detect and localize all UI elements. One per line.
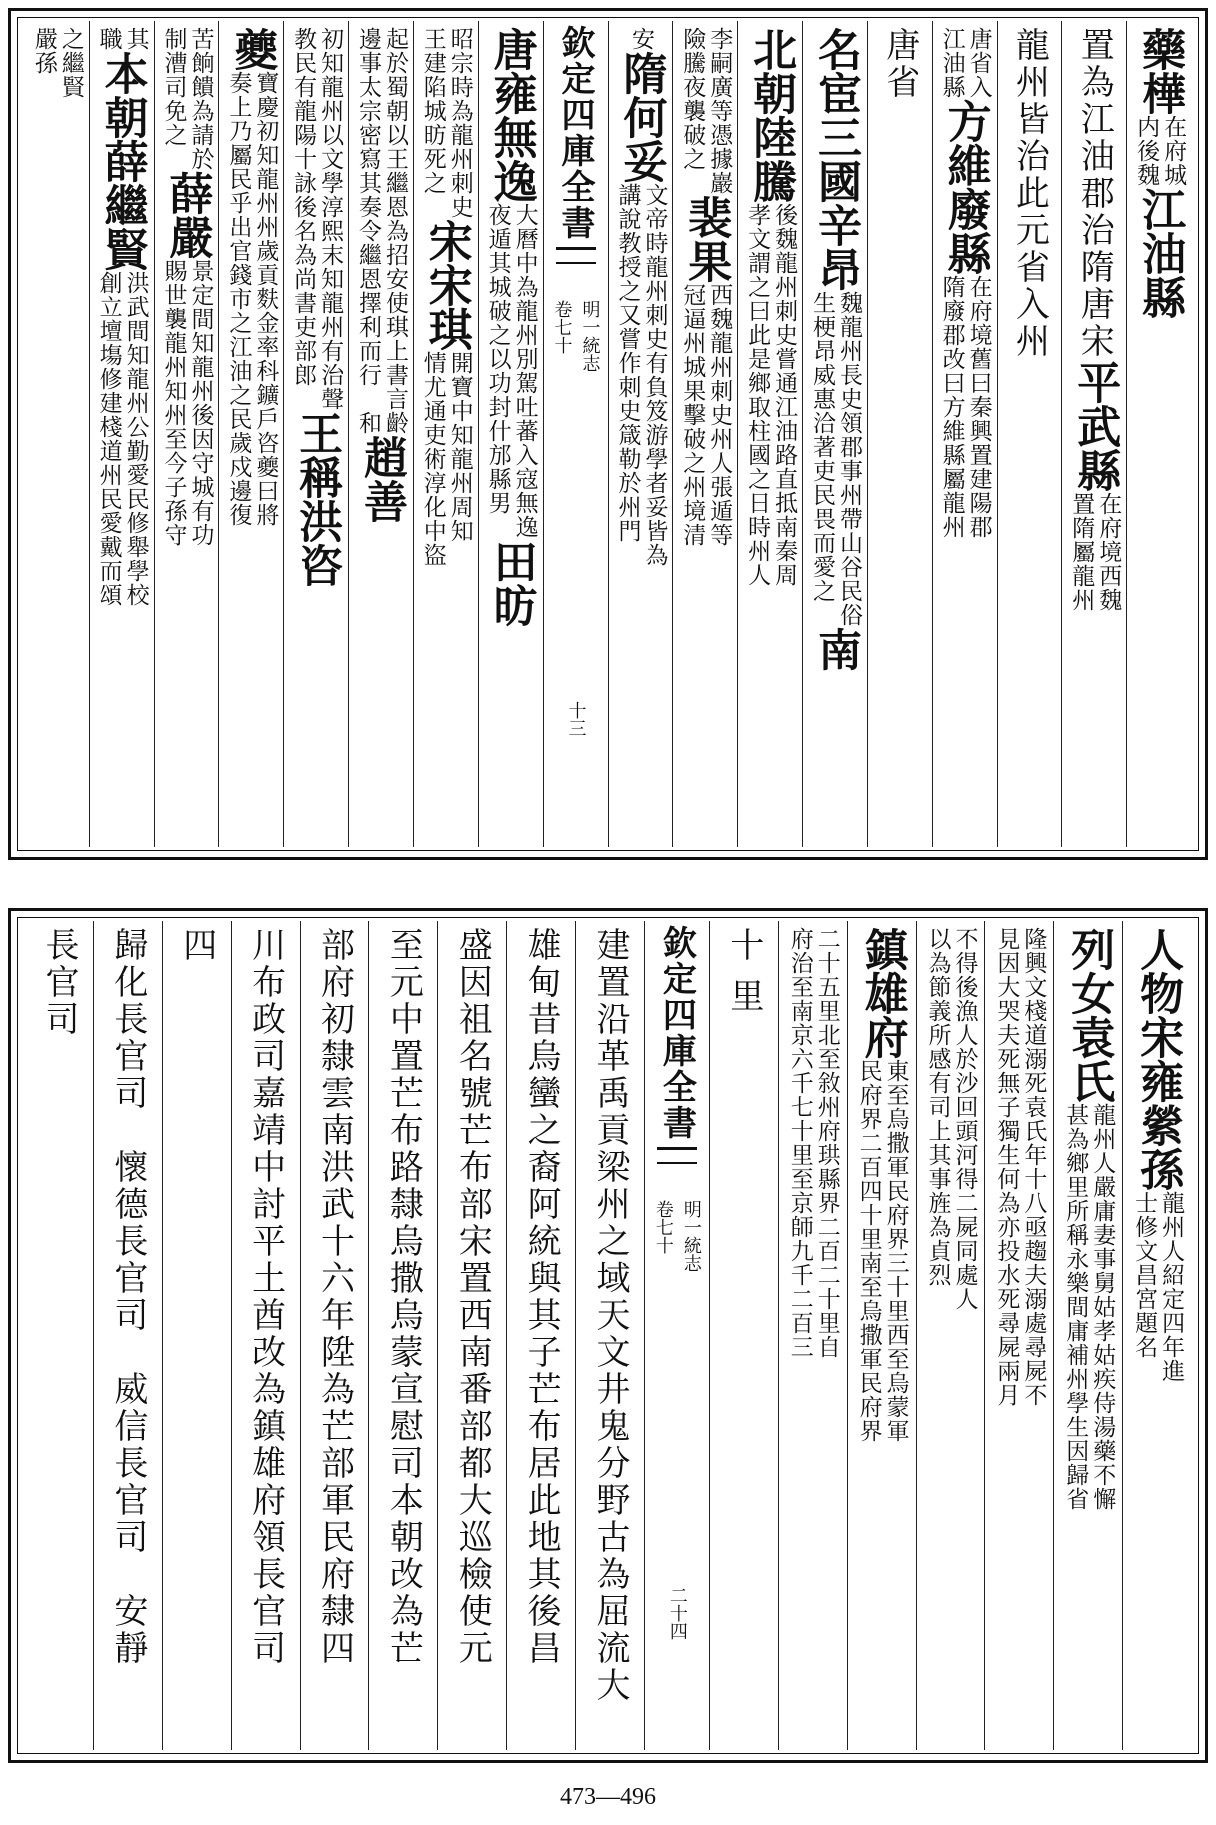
body-text: 盛因祖名號芒布部宋置西南番部都大巡檢使元 — [452, 927, 493, 1667]
heading-text: 藥 — [1134, 27, 1186, 71]
text-column — [25, 921, 93, 1750]
body-text: 里 — [723, 978, 764, 1015]
heading-text: 王稱 — [291, 411, 343, 499]
annotation-pair — [290, 27, 344, 411]
volume-label: 卷七十 — [551, 300, 573, 354]
annotation-line: 見因大哭夫死無子獨生何為亦投水死尋屍兩月 — [993, 927, 1020, 1407]
annotation-line: 在府境舊曰秦興置建陽郡 — [965, 275, 992, 539]
annotation-line: 在府境西魏 — [1095, 492, 1122, 612]
text-column — [1126, 21, 1191, 847]
annotation-line: 景定間知龍州後因守城有功 — [187, 259, 214, 547]
annotation-pair — [160, 27, 214, 171]
annotation-pair — [32, 27, 82, 99]
body-text: 四 — [176, 927, 217, 964]
annotation-pair — [788, 927, 838, 1359]
heading-text: 平武縣 — [1069, 360, 1121, 492]
text-column — [847, 921, 916, 1750]
annotation-pair — [1131, 1191, 1185, 1383]
annotation-line: 隆興文棧道溺死袁氏年十八亟趨夫溺處尋屍不 — [1020, 927, 1047, 1407]
annotation-pair — [97, 271, 147, 607]
annotation-line: 内後魏 — [1133, 115, 1160, 187]
text-column — [709, 921, 778, 1750]
annotation-line: 龍州人嚴庸妻事舅姑孝姑疾侍湯藥不懈 — [1089, 1103, 1116, 1511]
text-column — [478, 21, 543, 847]
body-text: 置為江油郡治隋唐宋 — [1074, 27, 1115, 360]
text-column — [778, 921, 847, 1750]
annotation-line: 起於蜀朝以王繼恩為招安使琪上書言 — [381, 27, 408, 411]
annotation-pair — [924, 927, 978, 1311]
text-column — [89, 21, 154, 847]
annotation-pair — [1068, 492, 1122, 612]
book-title: 欽定四庫全書 — [555, 25, 596, 241]
body-text: 建置沿革禹貢梁州之域天文井鬼分野古為屈流大 — [589, 927, 630, 1704]
text-column — [506, 921, 575, 1750]
body-text: 長官司 — [38, 927, 79, 1038]
annotation-line: 邊事太宗密寫其奏令繼恩擇利而行 — [354, 27, 381, 387]
annotation-pair — [421, 351, 471, 567]
annotation-line: 險騰夜襲破之 — [679, 27, 706, 171]
annotation-line: 開寶中知龍州周知 — [446, 351, 473, 543]
annotation-pair — [679, 27, 733, 195]
annotation-line: 夜遁其城破之以功封什邡縣男 — [484, 203, 511, 515]
annotation-line: 教民有龍陽十詠後名為尚書吏部郎 — [290, 27, 317, 387]
heading-text: 唐雍無逸 — [485, 27, 537, 203]
annotation-line: 甚為鄉里所稱永樂間庸補州學生因歸省 — [1062, 1103, 1089, 1511]
text-columns — [25, 921, 1191, 1750]
annotation-line: 龍州人紹定四年進 — [1158, 1191, 1185, 1383]
body-text: 雄甸昔烏蠻之裔阿統與其子芒布居此地其後昌 — [521, 927, 562, 1667]
text-column — [802, 21, 867, 847]
upper-page — [8, 8, 1208, 860]
text-column — [283, 21, 348, 847]
annotation-line: 職 — [95, 27, 122, 51]
heading-text: 人物宋雍縈孫 — [1132, 927, 1184, 1191]
annotation-pair — [225, 71, 279, 527]
annotation-line: 東至烏撒軍民府界三十里西至烏蒙軍 — [882, 1059, 909, 1443]
body-text: 龍州皆治此元省入州 — [1009, 27, 1050, 360]
text-column — [672, 21, 737, 847]
heading-text: 北朝陸騰 — [745, 27, 797, 203]
text-column — [575, 921, 644, 1750]
heading-text: 樺 — [1134, 71, 1186, 115]
heading-text: 本朝薛繼賢 — [96, 51, 148, 271]
fishtail-mark — [556, 247, 596, 288]
volume-label: 卷七十 — [652, 1200, 674, 1254]
heading-text: 洪咨 — [291, 499, 343, 587]
text-column — [231, 921, 300, 1750]
annotation-line: 不得後漁人於沙回頭河得二屍同處人 — [951, 927, 978, 1311]
annotation-line: 和 — [354, 411, 381, 435]
annotation-line: 安 — [627, 27, 654, 51]
body-text: 歸化長官司 懷德長官司 威信長官司 安靜 — [107, 927, 148, 1667]
annotation-line: 唐省入 — [965, 27, 992, 99]
page-number: 二十四 — [666, 1586, 688, 1640]
text-column — [608, 21, 673, 847]
heading-text: 江油縣 — [1134, 187, 1186, 319]
annotation-line: 寶慶初知龍州州歲貢麩金率科鑛戶咨夔曰將 — [252, 71, 279, 527]
text-column — [25, 21, 89, 847]
text-columns — [25, 21, 1191, 847]
book-name: 明一統志 — [579, 300, 601, 372]
annotation-pair — [97, 27, 147, 51]
text-column — [437, 921, 506, 1750]
body-text: 唐省 — [879, 27, 920, 101]
annotation-line: 魏龍州長史領郡事州帶山谷民俗 — [835, 291, 862, 627]
annotation-line: 創立壇塲修建棧道州民愛戴而頌 — [95, 271, 122, 607]
annotation-line: 冠逼州城果擊破之州境清 — [679, 283, 706, 547]
book-title: 欽定四庫全書 — [656, 925, 697, 1141]
heading-text: 宋宋琪 — [420, 219, 472, 351]
text-column — [737, 21, 802, 847]
book-meta — [549, 300, 603, 372]
heading-text: 名宦三國辛昂 — [809, 27, 861, 291]
annotation-line: 在府城 — [1160, 115, 1187, 187]
text-column — [300, 921, 369, 1750]
text-column — [1122, 921, 1191, 1750]
annotation-line: 賜世襲龍州知州至今子孫守 — [160, 259, 187, 547]
heading-text: 方維廢縣 — [939, 99, 991, 275]
annotation-line: 民府界二百四十里南至烏撒軍民府界 — [855, 1059, 882, 1443]
fishtail-mark — [657, 1147, 697, 1188]
text-column — [154, 21, 219, 847]
annotation-line: 之繼賢 — [57, 27, 84, 99]
annotation-line: 文帝時龍州刺史有負笈游學者妥皆為 — [641, 183, 668, 567]
text-column — [1061, 21, 1126, 847]
heading-text: 趙善 — [355, 435, 407, 523]
body-text: 川布政司嘉靖中討平土酋改為鎮雄府領長官司 — [245, 927, 286, 1667]
annotation-line: 苦餉饋為請於 — [187, 27, 214, 171]
annotation-line: 後魏龍州刺史嘗通江油路直抵南秦周 — [771, 203, 798, 587]
book-name: 明一統志 — [680, 1200, 702, 1272]
annotation-line: 生梗昂威惠洽著吏民畏而愛之 — [808, 291, 835, 603]
annotation-pair — [744, 203, 798, 587]
annotation-pair — [940, 275, 990, 539]
heading-text: 南 — [809, 627, 861, 671]
annotation-line: 江油縣 — [938, 27, 965, 99]
body-text: 部府初隸雲南洪武十六年陞為芒部軍民府隸四 — [314, 927, 355, 1667]
annotation-line: 西魏龍州刺史州人張遁等 — [706, 283, 733, 547]
annotation-line: 府治至南京六千七十里至京師九千二百三 — [786, 927, 813, 1359]
annotation-pair — [356, 411, 406, 435]
annotation-pair — [993, 927, 1047, 1407]
center-gutter — [644, 921, 709, 1750]
heading-text: 田昉 — [485, 539, 537, 627]
annotation-line: 制漕司免之 — [160, 27, 187, 147]
annotation-line: 情尤通吏術淳化中盜 — [419, 351, 446, 567]
annotation-pair — [679, 283, 733, 547]
text-column — [1053, 921, 1122, 1750]
text-column — [413, 21, 478, 847]
text-column — [867, 21, 932, 847]
annotation-line: 齡 — [381, 411, 408, 435]
text-column — [368, 921, 437, 1750]
annotation-line: 孝文謂之曰此是鄉取柱國之日時州人 — [744, 203, 771, 587]
annotation-pair — [614, 183, 668, 567]
book-meta — [650, 1200, 704, 1272]
heading-text: 裴果 — [680, 195, 732, 283]
heading-text: 夔 — [226, 27, 278, 71]
annotation-pair — [356, 27, 406, 411]
annotation-line: 奏上乃屬民乎出官錢市之江油之民歲戍邊復 — [225, 71, 252, 527]
annotation-line: 士修文昌宮題名 — [1131, 1191, 1158, 1359]
page-number: 十三 — [565, 701, 587, 737]
annotation-line: 其 — [122, 27, 149, 51]
annotation-line: 昭宗時為龍州刺史 — [446, 27, 473, 219]
annotation-line: 隋廢郡改曰方維縣屬龍州 — [938, 275, 965, 539]
annotation-line: 二十五里北至敘州府珙縣界二百二十里自 — [813, 927, 840, 1359]
lower-page — [8, 908, 1208, 1763]
text-column — [348, 21, 413, 847]
annotation-line: 以為節義所感有司上其事旌為貞烈 — [924, 927, 951, 1287]
body-text: 十 — [723, 927, 764, 964]
text-column — [916, 921, 985, 1750]
annotation-line: 初知龍州以文學淳熙末知龍州有治聲 — [317, 27, 344, 411]
annotation-line: 大曆中為龍州別駕吐蕃入寇無逸 — [511, 203, 538, 539]
annotation-pair — [940, 27, 990, 99]
annotation-pair — [1062, 1103, 1116, 1511]
annotation-pair — [1133, 115, 1187, 187]
heading-text: 鎮雄府 — [856, 927, 908, 1059]
center-gutter — [543, 21, 608, 847]
annotation-pair — [160, 259, 214, 547]
annotation-pair — [629, 27, 652, 51]
text-column — [997, 21, 1062, 847]
annotation-line: 洪武間知龍州公勤愛民修舉學校 — [122, 271, 149, 607]
annotation-pair — [857, 1059, 907, 1443]
text-column — [162, 921, 231, 1750]
annotation-pair — [486, 203, 536, 539]
annotation-pair — [810, 291, 860, 627]
annotation-line: 置隋屬龍州 — [1068, 492, 1095, 612]
heading-text: 隋何妥 — [615, 51, 667, 183]
annotation-line: 嚴孫 — [30, 27, 57, 75]
heading-text: 薛嚴 — [161, 171, 213, 259]
text-column — [93, 921, 162, 1750]
annotation-line: 王建陷城昉死之 — [419, 27, 446, 195]
text-column — [932, 21, 997, 847]
page-footer-number: 473—496 — [560, 1784, 656, 1810]
annotation-line: 李嗣廣等憑據巖 — [706, 27, 733, 195]
text-column — [218, 21, 283, 847]
text-column — [984, 921, 1053, 1750]
heading-text: 列女袁氏 — [1063, 927, 1115, 1103]
body-text: 至元中置芒布路隸烏撒烏蒙宣慰司本朝改為芒 — [383, 927, 424, 1667]
annotation-pair — [421, 27, 471, 219]
annotation-line: 講說教授之又嘗作刺史箴勒於州門 — [614, 183, 641, 543]
